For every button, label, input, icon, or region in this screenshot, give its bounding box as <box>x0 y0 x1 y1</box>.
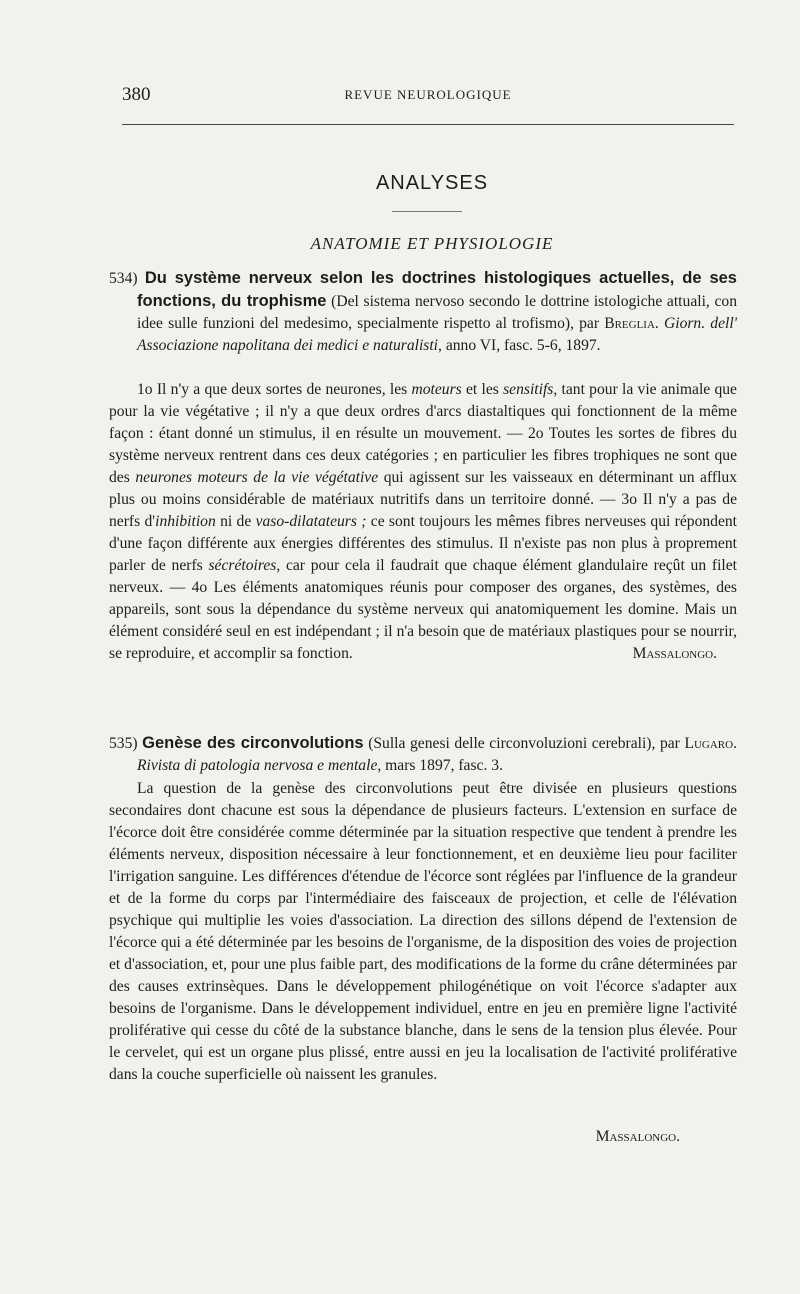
body-text: , car pour cela il faudrait que chaque élément glandulaire reçût un filet nerveux. — 4o Les éléments anatomiques réunis pour composer des organes, des systèmes, des appareils, sont sous la dépendance du système nerveux qui anatomiquement les domine. Mais un élément considéré seul en est indépendant ; il n'a besoin que de matériaux plastiques pour se nourrir, se reproduire, et accomplir sa fonction. <box>109 557 737 662</box>
page-header <box>122 84 734 108</box>
article-subtitle: (Del sistema nervoso secondo le dottrine istologiche attuali, con idee sulle funzioni del medesimo, specialmente rispetto al trofismo), par <box>137 293 737 332</box>
section-title: ANALYSES <box>375 172 489 194</box>
body-text: ce sont toujours les mêmes fibres nerveuses qui répondent d'une façon différente aux énergies différentes des stimulus. Il n'existe pas non plus à proprement parler de nerfs <box>109 513 738 574</box>
page-number: 380 <box>122 84 151 105</box>
article-number: 535) <box>109 735 138 752</box>
article-title: Genèse des circonvolutions <box>142 734 364 752</box>
article-subtitle-sep: . <box>654 315 664 332</box>
body-italic: neurones moteurs de la vie végétative <box>135 469 379 486</box>
body-text: qui agissent sur les vaisseaux en déterminant un afflux plus ou moins considérable de matériaux nutritifs dans un territoire donné. — 3o Il n'y a pas de nerfs d' <box>109 469 738 530</box>
author-signature: Massalongo. <box>632 645 717 662</box>
body-text: 1o Il n'y a que deux sortes de neurones, les <box>137 381 412 398</box>
body-italic: vaso-dilatateurs ; <box>255 513 367 530</box>
body-text: et les <box>461 381 504 398</box>
article-534-body <box>109 379 737 665</box>
running-title: REVUE NEUROLOGIQUE <box>344 87 512 102</box>
article-subtitle: (Sulla genesi delle circonvoluzioni cerebrali), par <box>363 735 685 752</box>
article-subtitle-sep: . <box>733 735 737 752</box>
article-author: Lugaro <box>684 735 734 752</box>
article-paragraph <box>109 379 737 665</box>
body-italic: inhibition <box>155 513 216 530</box>
body-italic: sensitifs <box>503 381 554 398</box>
subsection-title: ANATOMIE ET PHYSIOLOGIE <box>310 234 554 253</box>
article-535-heading <box>109 732 737 777</box>
section-divider <box>392 211 462 212</box>
article-journal: Giorn. dell' Associazione napolitana dei medici e naturalisti <box>137 315 737 354</box>
article-author: Breglia <box>604 315 655 332</box>
article-citation: , mars 1897, fasc. 3. <box>377 757 503 774</box>
article-title: Du système nerveux selon les doctrines histologiques actuelles, de ses fonctions, du trophisme <box>137 269 737 310</box>
author-signature: Massalongo. <box>595 1128 680 1145</box>
article-534-heading <box>109 267 737 357</box>
body-italic: moteurs <box>411 381 462 398</box>
article-535-body <box>109 778 737 1086</box>
body-text: ni de <box>215 513 256 530</box>
body-italic: sécrétoires <box>208 557 277 574</box>
article-journal: Rivista di patologia nervosa e mentale <box>137 757 378 774</box>
header-rule <box>122 124 734 125</box>
article-paragraph: La question de la genèse des circonvolutions peut être divisée en plusieurs questions secondaires dont chacune est sous la dépendance de plusieurs facteurs. L'extension en surface de l'écorce doit être considérée comme déterminée par la situation respective que tendent à prendre les éléments nerveux, disposition nécessaire à leur fonctionnement, et en deuxième lieu pour faciliter l'irrigation sanguine. Les différences d'étendue de l'écorce sont réglées par l'influence de la grandeur et de la forme du corps par l'intermédiaire des faisceaux de projection, et celle de l'élévation psychique qui multiplie les voies d'association. La direction des sillons dépend de l'extension de l'écorce qui a été déterminée par les besoins de l'organisme, de la disposition des voies de projection et d'association, et, pour une plus faible part, des modifications de la forme du crâne déterminées par des causes extrinsèques. Dans le développement philogénétique on voit l'écorce s'adapter aux besoins de l'organisme. Dans le développement individuel, entre en jeu en première ligne l'activité proliférative qui cesse du côté de la substance blanche, dans le sens de la tension plus élevée. Pour le cervelet, qui est un organe plus plissé, entre aussi en jeu la localisation de l'activité proliférative dans la couche superficielle où naissent les granules. <box>109 780 737 1083</box>
article-citation: , anno VI, fasc. 5-6, 1897. <box>438 337 601 354</box>
article-number: 534) <box>109 270 138 287</box>
body-text: , tant pour la vie animale que pour la vie végétative ; il n'y a que deux ordres d'arcs diastaltiques qui fonctionnent de la même façon : étant donné un stimulus, il en résulte un mouvement. — 2o Toutes les sortes de fibres du système nerveux rentrent dans ces deux catégories ; en particulier les fibres trophiques ne sont que des <box>109 381 737 486</box>
